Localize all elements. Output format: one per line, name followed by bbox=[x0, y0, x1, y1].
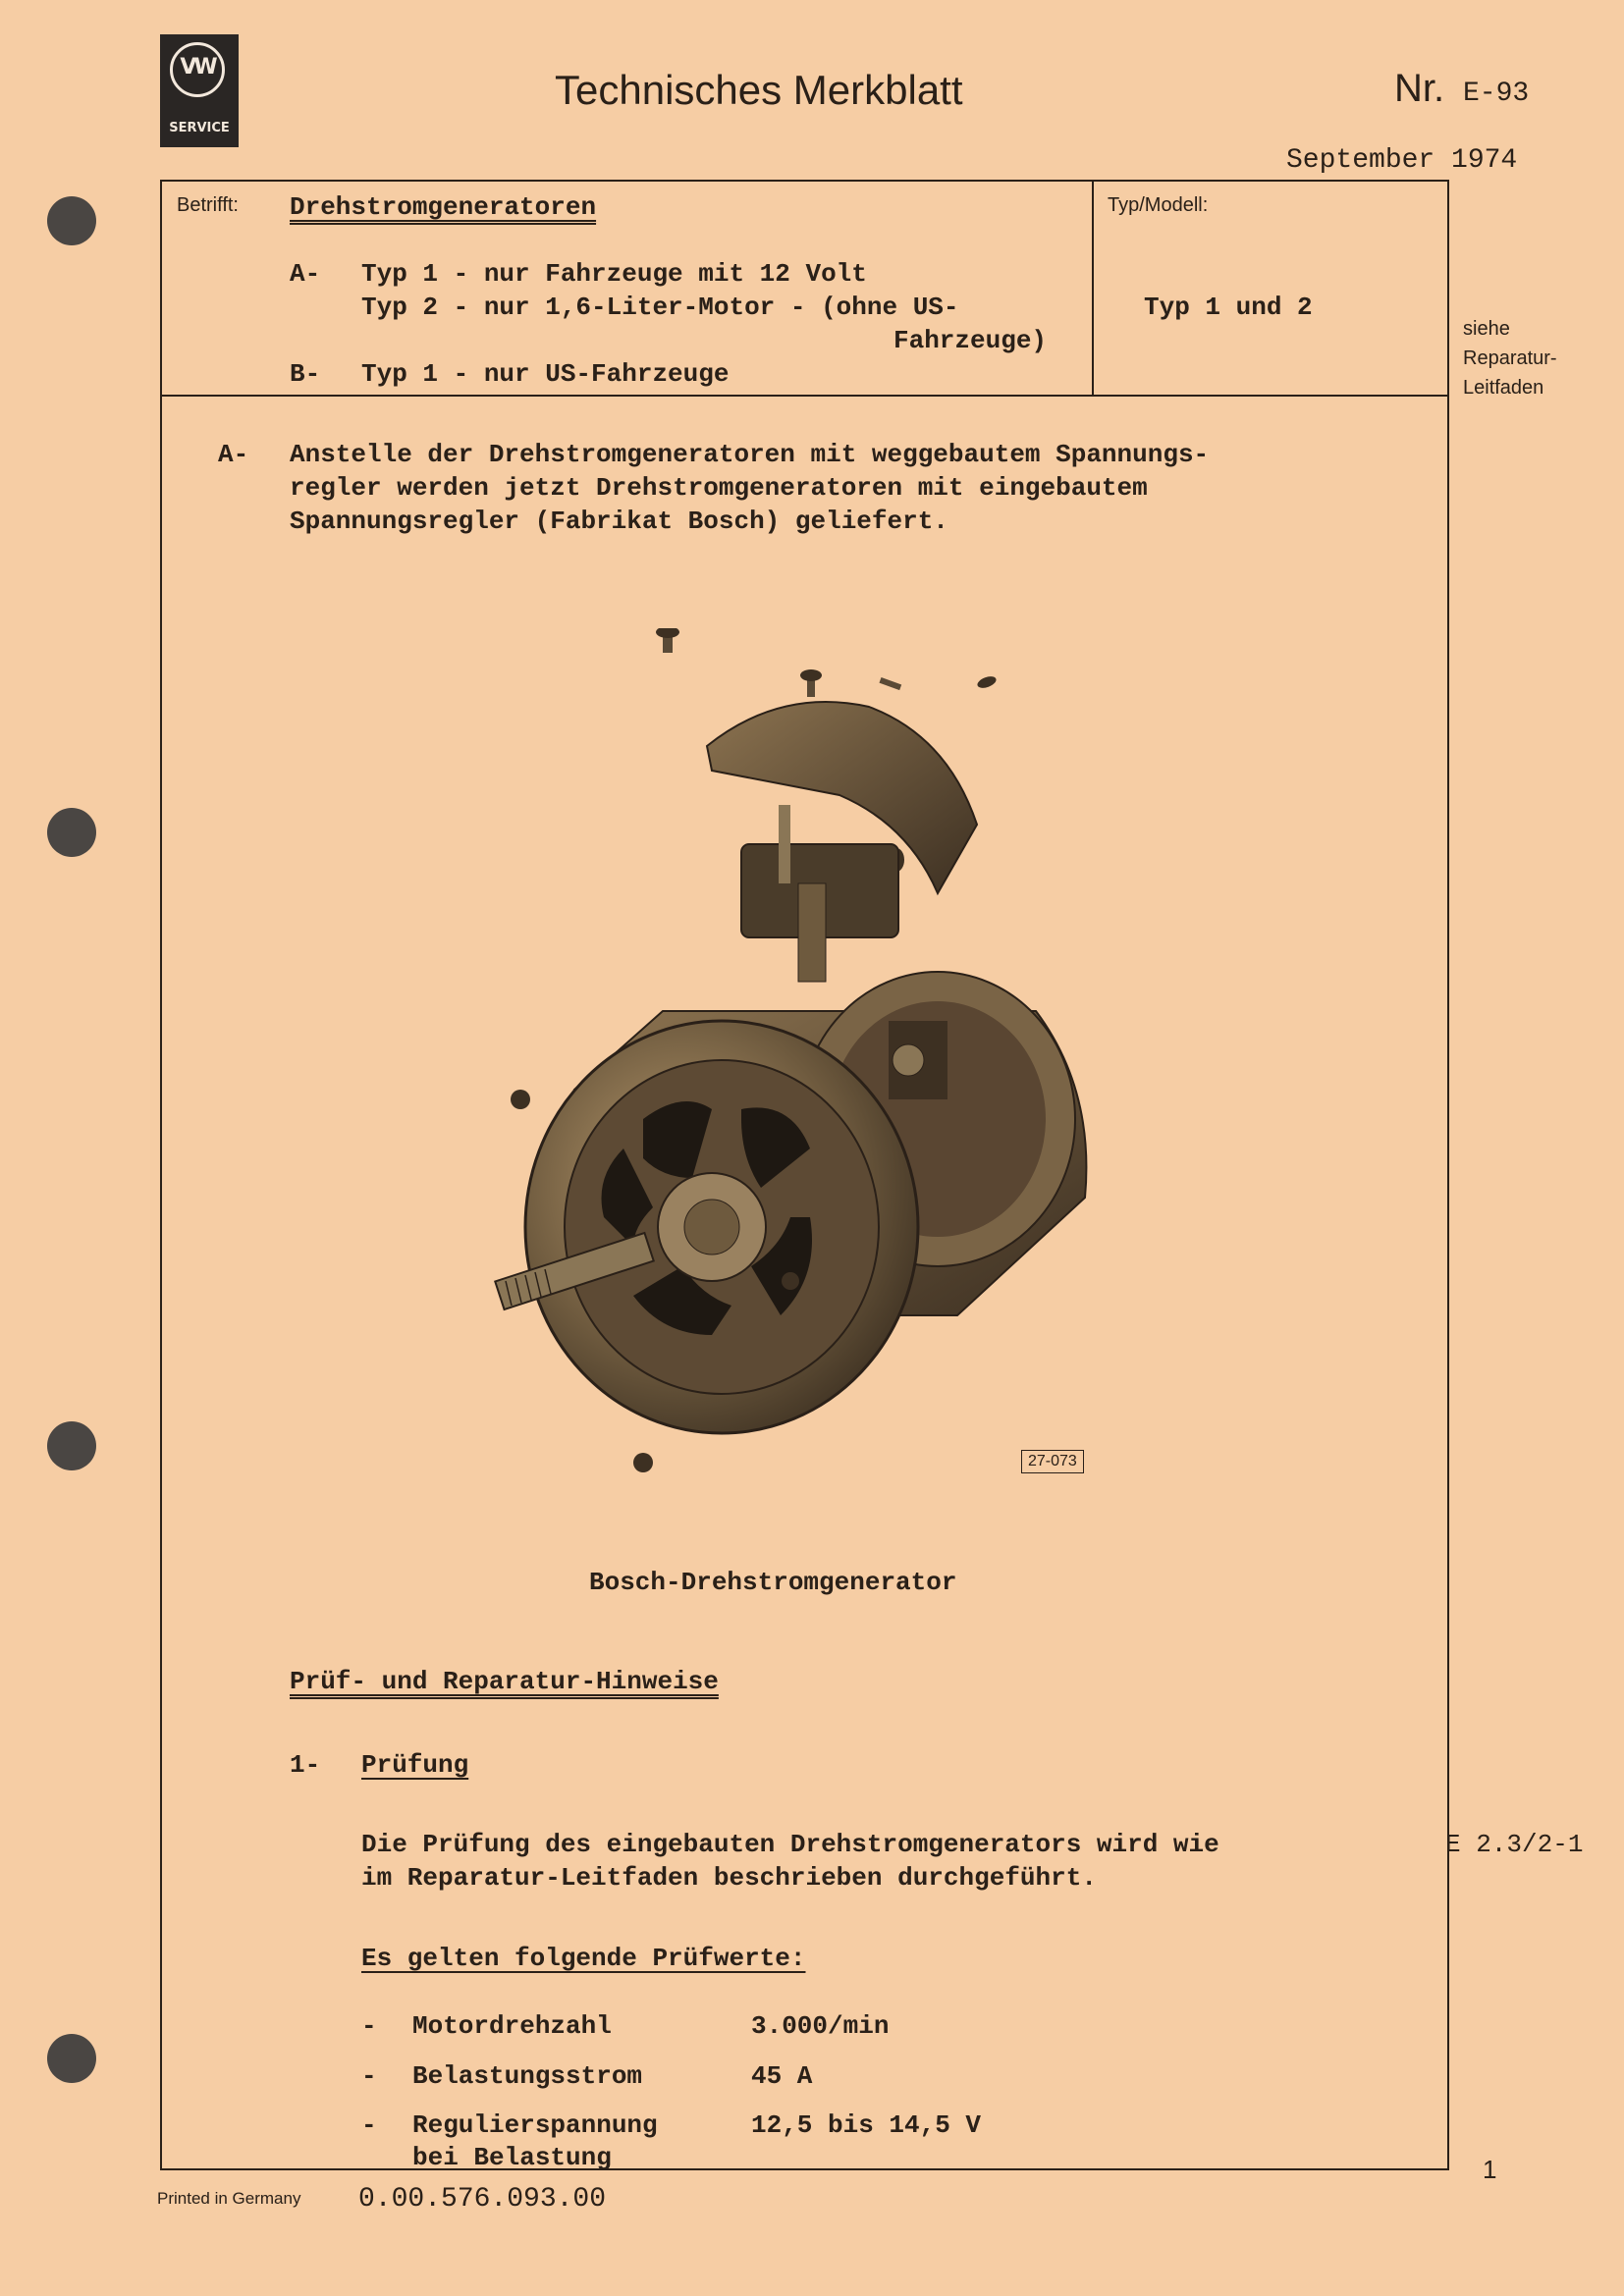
value-number: 12,5 bis 14,5 V bbox=[751, 2110, 982, 2140]
document-code: 0.00.576.093.00 bbox=[358, 2184, 607, 2215]
frame-mid-divider bbox=[1092, 180, 1094, 395]
side-note-line: siehe bbox=[1463, 318, 1510, 340]
punch-hole bbox=[47, 808, 96, 857]
typ-modell-value: Typ 1 und 2 bbox=[1144, 293, 1313, 322]
printed-in: Printed in Germany bbox=[157, 2189, 301, 2208]
frame-top-line bbox=[160, 180, 1449, 182]
document-date: September 1974 bbox=[1286, 145, 1518, 176]
values-heading: Es gelten folgende Prüfwerte: bbox=[361, 1944, 806, 1973]
value-number: 3.000/min bbox=[751, 2011, 890, 2041]
value-dash: - bbox=[361, 2061, 377, 2091]
hints-heading: Prüf- und Reparatur-Hinweise bbox=[290, 1667, 719, 1696]
figure-reference: 27-073 bbox=[1021, 1450, 1084, 1473]
betrifft-label: Betrifft: bbox=[177, 194, 239, 216]
section-a-line: regler werden jetzt Drehstromgeneratoren mit eingebautem bbox=[290, 473, 1148, 503]
side-reference: E 2.3/2-1 bbox=[1445, 1830, 1584, 1859]
punch-hole bbox=[47, 2034, 96, 2083]
side-note-line: Leitfaden bbox=[1463, 377, 1544, 399]
value-label: Motordrehzahl bbox=[412, 2011, 612, 2041]
section-a-prefix: A- bbox=[218, 440, 249, 469]
punch-hole bbox=[47, 196, 96, 245]
punch-hole bbox=[47, 1421, 96, 1470]
side-note bbox=[1463, 314, 1557, 402]
side-note-line: Reparatur- bbox=[1463, 347, 1557, 369]
logo-text: SERVICE bbox=[169, 121, 230, 135]
hints-paragraph-line: Die Prüfung des eingebauten Drehstromgenerators wird wie bbox=[361, 1830, 1219, 1859]
frame-right-line bbox=[1447, 180, 1449, 2170]
screw-icon bbox=[656, 628, 679, 653]
section-a-line: Anstelle der Drehstromgeneratoren mit weggebautem Spannungs- bbox=[290, 440, 1210, 469]
line-b: Typ 1 - nur US-Fahrzeuge bbox=[361, 359, 730, 389]
item-number: 1- bbox=[290, 1750, 321, 1780]
typ-modell-label: Typ/Modell: bbox=[1108, 194, 1209, 216]
figure-caption: Bosch-Drehstromgenerator bbox=[589, 1568, 957, 1597]
frame-left-line bbox=[160, 180, 162, 2170]
line-a-prefix: A- bbox=[290, 259, 321, 289]
nr-label: Nr. bbox=[1394, 67, 1445, 110]
line-a2: Typ 2 - nur 1,6-Liter-Motor - (ohne US- bbox=[361, 293, 959, 322]
vw-service-logo bbox=[160, 34, 239, 147]
nr-value: E-93 bbox=[1463, 79, 1530, 109]
value-label: Regulierspannung bbox=[412, 2110, 658, 2140]
document-title: Technisches Merkblatt bbox=[555, 67, 963, 113]
frame-bottom-line bbox=[160, 2168, 1449, 2170]
value-label: bei Belastung bbox=[412, 2143, 612, 2172]
line-a1: Typ 1 - nur Fahrzeuge mit 12 Volt bbox=[361, 259, 867, 289]
hints-paragraph-line: im Reparatur-Leitfaden beschrieben durchgeführt. bbox=[361, 1863, 1097, 1893]
alternator-illustration bbox=[486, 628, 1173, 1492]
frame-header-divider bbox=[160, 395, 1449, 397]
item-title: Prüfung bbox=[361, 1750, 469, 1780]
subject-heading: Drehstromgeneratoren bbox=[290, 192, 597, 222]
value-dash: - bbox=[361, 2110, 377, 2140]
line-a3: Fahrzeuge) bbox=[893, 326, 1048, 355]
line-b-prefix: B- bbox=[290, 359, 321, 389]
page-number: 1 bbox=[1483, 2155, 1497, 2184]
value-label: Belastungsstrom bbox=[412, 2061, 643, 2091]
vw-emblem-icon: VW bbox=[170, 42, 225, 97]
value-dash: - bbox=[361, 2011, 377, 2041]
value-number: 45 A bbox=[751, 2061, 813, 2091]
section-a-line: Spannungsregler (Fabrikat Bosch) geliefert. bbox=[290, 507, 948, 536]
